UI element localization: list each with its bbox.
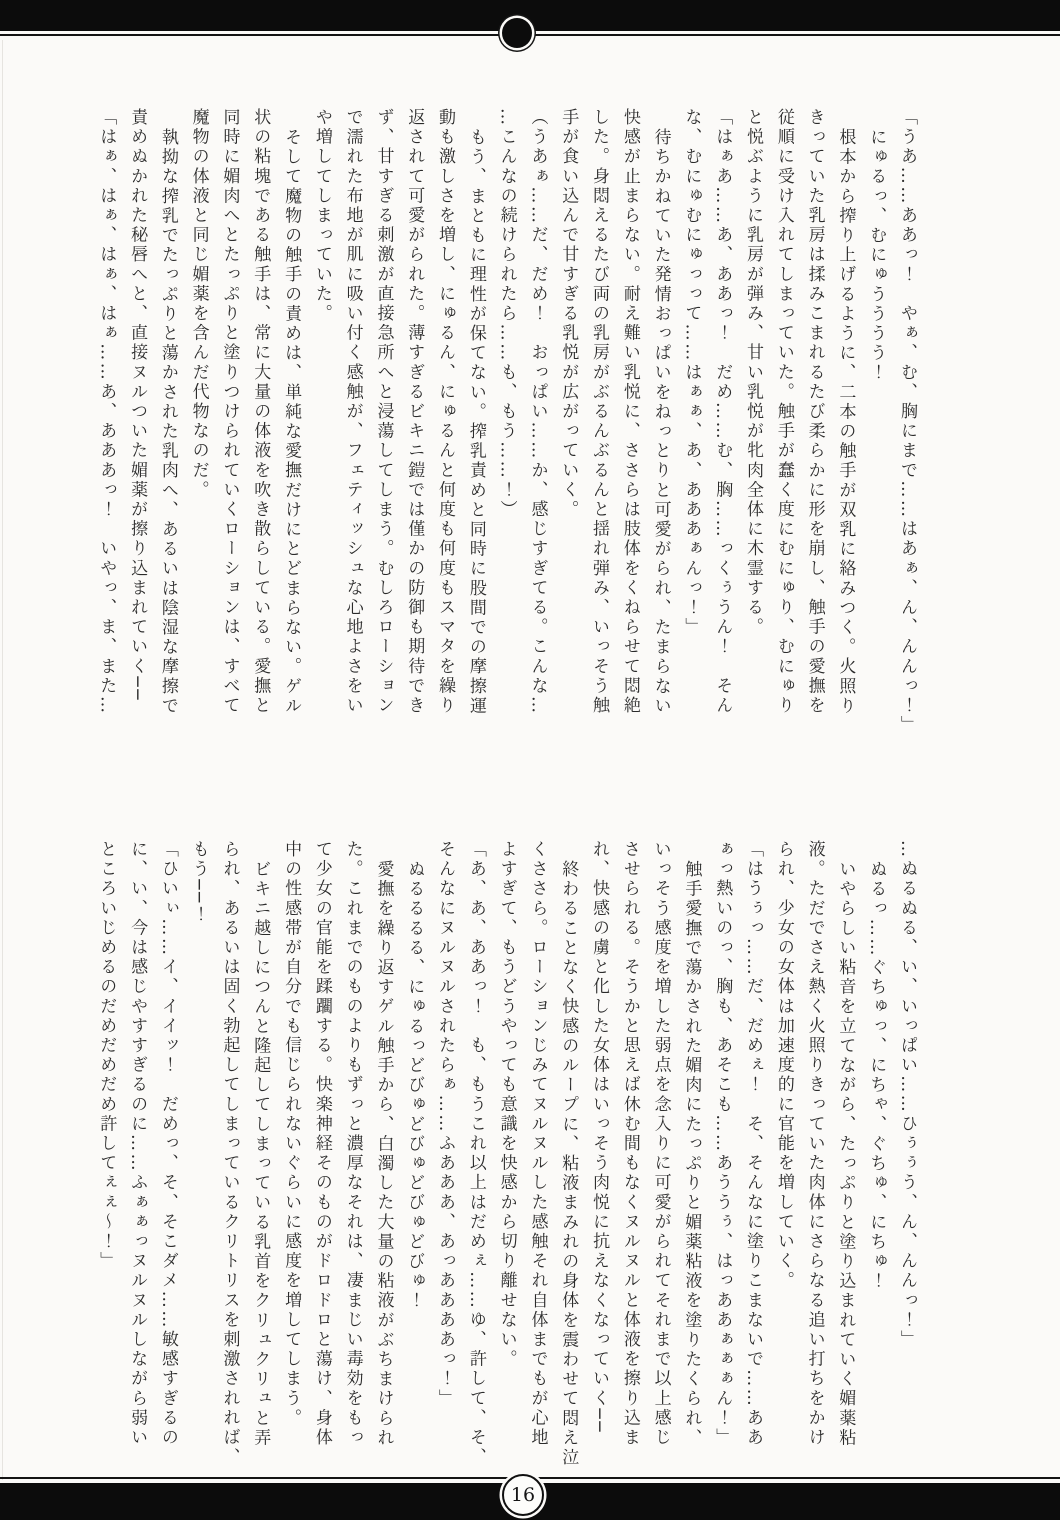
text-column: や増してしまっていた。	[311, 108, 332, 324]
page-number-badge	[502, 1474, 544, 1516]
text-column: いやらしい粘音を立てながら、たっぷりと塗り込まれていく媚薬粘	[835, 860, 856, 1448]
text-column: もう、まともに理性が保てない。搾乳責めと同時に股間での摩擦運	[465, 128, 486, 716]
text-column: 「はぁあ……あ、ああっ！ だめ……む、胸……っくぅうん！ そん	[712, 108, 733, 716]
text-column: 液。ただでさえ熱く火照りきっていた肉体にさらなる追い打ちをかけ	[804, 840, 825, 1448]
text-column: 愛撫を繰り返すゲル触手から、白濁した大量の粘液がぶちまけられ	[373, 860, 394, 1448]
text-column: 中の性感帯が自分でも信じられないぐらいに感度を増してしまう。	[281, 840, 302, 1428]
scan-edge-line	[2, 40, 3, 1480]
text-column: 「あ、あ、ああっ！ も、もうこれ以上はだめぇ……ゆ、許して、そ、	[465, 840, 486, 1468]
text-column: られ、少女の女体は加速度的に官能を増していく。	[773, 840, 794, 1291]
text-column: いっそう感度を増した弱点を念入りに可愛がられてそれまで以上感じ	[650, 840, 671, 1448]
text-column: よすぎて、もうどうやっても意識を快感から切り離せない。	[496, 840, 517, 1370]
text-column: 同時に媚肉へとたっぷりと塗りつけられていくローションは、すべて	[219, 108, 240, 716]
text-column: で濡れた布地が肌に吸い付く感触が、フェティッシュな心地よさをい	[342, 108, 363, 716]
text-column: と悦ぶように乳房が弾み、甘い乳悦が牝肉全体に木霊する。	[743, 108, 764, 638]
text-column: くささら。ローションじみてヌルヌルした感触それ自体までもが心地	[527, 840, 548, 1448]
text-column: 動も激しさを増し、にゅるん、にゅるんと何度も何度もスマタを繰り	[435, 108, 456, 716]
text-column: させられる。そうかと思えば休む間もなくヌルヌルと体液を擦り込ま	[619, 840, 640, 1448]
text-column: ところいじめるのだめだめだめ許してぇぇ～！」	[96, 840, 117, 1272]
text-column: 快感が止まらない。耐え難い乳悦に、ささらは肢体をくねらせて悶絶	[619, 108, 640, 716]
text-column: た。これまでのものよりもずっと濃厚なそれは、凄まじい毒効をもっ	[342, 840, 363, 1448]
text-column: 従順に受け入れてしまっていた。触手が蠢く度にむにゅり、むにゅり	[773, 108, 794, 716]
text-column: 手が食い込んで甘すぎる乳悦が広がっていく。	[558, 108, 579, 520]
text-column: 「うあ……ああっ！ やぁ、む、胸にまで……はあぁ、ん、んんっ！」	[897, 108, 917, 736]
text-column: ぬるるるる、にゅるっどびゅどびゅどびゅどびゅ！	[404, 860, 425, 1311]
text-column: した。身悶えるたび両の乳房がぶるんぶるんと揺れ弾み、いっそう触	[589, 108, 610, 716]
text-column: …ぬるぬる、い、いっぱい……ひぅぅう、ん、んんっ！」	[897, 840, 917, 1350]
text-column: 触手愛撫で蕩かされた媚肉にたっぷりと媚薬粘液を塗りたくられ、	[681, 860, 702, 1448]
text-column: に、い、今は感じやすすぎるのに……ふぁぁっヌルヌルしながら弱い	[127, 840, 148, 1448]
text-column: 魔物の体液と同じ媚薬を含んだ代物なのだ。	[188, 108, 209, 500]
text-column: 待ちかねていた発情おっぱいをねっとりと可愛がられ、たまらない	[650, 128, 671, 716]
text-column: 「ひいぃ……イ、イイッ！ だめっ、そ、そこダメ……敏感すぎるの	[157, 840, 178, 1448]
text-column: 根本から搾り上げるように、二本の触手が双乳に絡みつく。火照り	[835, 128, 856, 716]
top-band-notch-ornament	[502, 18, 532, 48]
text-column: れ、快感の虜と化した女体はいっそう肉悦に抗えなくなっていく──	[589, 840, 610, 1435]
text-column: な、むにゅむにゅっって……はぁぁ、あ、あああぁんっ！」	[681, 108, 702, 638]
text-column: られ、あるいは固く勃起してしまっているクリトリスを刺激されれば、	[219, 840, 240, 1468]
text-column: そして魔物の触手の責めは、単純な愛撫だけにとどまらない。ゲル	[281, 128, 302, 716]
text-column: きっていた乳房は揉みこまれるたび柔らかに形を崩し、触手の愛撫を	[804, 108, 825, 716]
top-text-block	[90, 108, 922, 744]
text-column: て少女の官能を蹂躙する。快楽神経そのものがドロドロと蕩け、身体	[311, 840, 332, 1448]
text-column: （うあぁ……だ、だめ！ おっぱい……か、感じすぎてる。こんな…	[527, 108, 548, 716]
text-column: 責めぬかれた秘唇へと、直接ヌルついた媚薬が擦り込まれていく──	[127, 108, 148, 703]
text-column: にゅるっ、むにゅうううう！	[866, 128, 887, 383]
text-column: 返されて可愛がられた。薄すぎるビキニ鎧では僅かの防御も期待でき	[404, 108, 425, 716]
text-column: ぁっ熱いのっ、胸も、あそこも……あううぅ、はっああぁぁぁん！」	[712, 840, 733, 1448]
text-column: そんなにヌルヌルされたらぁ……ふあああ、あっああああっ！」	[435, 840, 456, 1409]
text-column: ぬるっ……ぐちゅっ、にちゃ、ぐちゅ、にちゅ！	[866, 860, 887, 1292]
page-number: 16	[510, 1483, 536, 1506]
text-column: 「はうぅっ……だ、だめぇ！ そ、そんなに塗りこまないで……ああ	[743, 840, 764, 1448]
text-column: …こんなの続けられたら……も、もう……！）	[496, 108, 517, 520]
text-column: 「はぁ、はぁ、はぁ、はぁ……あ、あああっ！ いやっ、ま、また…	[96, 108, 117, 716]
bottom-text-block	[90, 840, 922, 1476]
text-column: ず、甘すぎる刺激が直接急所へと浸蕩してしまう。むしろローション	[373, 108, 394, 716]
text-column: ビキニ越しにつんと隆起してしまっている乳首をクリュクリュと弄	[250, 860, 271, 1448]
text-column: 状の粘塊である触手は、常に大量の体液を吹き散らしている。愛撫と	[250, 108, 271, 716]
text-column: 執拗な搾乳でたっぷりと蕩かされた乳肉へ、あるいは陰湿な摩擦で	[157, 128, 178, 716]
text-column: もう──！	[188, 840, 209, 925]
text-column: 終わることなく快感のループに、粘液まみれの身体を震わせて悶え泣	[558, 860, 579, 1468]
